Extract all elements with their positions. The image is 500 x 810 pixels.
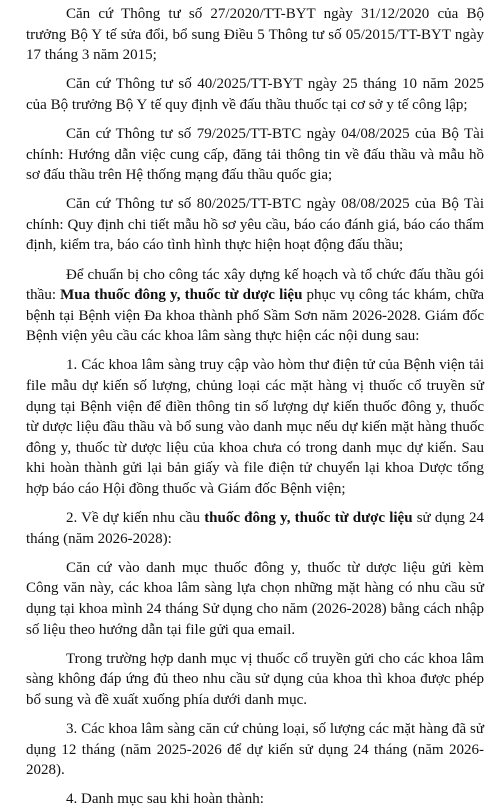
requirement-2-bold: thuốc đông y, thuốc từ dược liệu xyxy=(204,510,413,527)
legal-basis-circular-80-2025: Căn cứ Thông tư số 80/2025/TT-BTC ngày 08/08/2025 của Bộ Tài chính: Quy định chi tiết mẫu hồ sơ yêu cầu, báo cáo đánh giá, báo cáo thẩm định, kiểm tra, báo cáo tình hình thực hiện hoạt động đấu thầu; xyxy=(26,196,484,254)
legal-basis-circular-40-2025: Căn cứ Thông tư số 40/2025/TT-BYT ngày 25 tháng 10 năm 2025 của Bộ trưởng Bộ Y tế quy định về đấu thầu thuốc tại cơ sở y tế công lập; xyxy=(26,76,484,113)
purpose-text-before: Để chuẩn bị cho công tác xây dựng kế hoạch và tổ chức đấu thầu gói thầu: xyxy=(26,266,484,304)
purpose-paragraph xyxy=(26,265,484,347)
legal-basis-circular-79-2025: Căn cứ Thông tư số 79/2025/TT-BTC ngày 04/08/2025 của Bộ Tài chính: Hướng dẫn việc cung cấp, đăng tải thông tin về đấu thầu và mẫu hồ sơ đấu thầu trên Hệ thống mạng đấu thầu quốc gia; xyxy=(26,125,484,184)
requirement-3: 3. Các khoa lâm sàng căn cứ chủng loại, số lượng các mặt hàng đã sử dụng 12 tháng (năm 2025-2026 để dự kiến sử dụng 24 tháng (năm 2026-2028). xyxy=(26,720,484,779)
requirement-2-detail: Căn cứ vào danh mục thuốc đông y, thuốc từ dược liệu gửi kèm Công văn này, các khoa lâm sàng lựa chọn những mặt hàng có nhu cầu sử dụng tại khoa mình 24 tháng Sử dụng cho năm (2026-2028) bằng cách nhập số liệu theo hướng dẫn tại file gửi qua email. xyxy=(26,559,484,638)
requirement-4: 4. Danh mục sau khi hoàn thành: xyxy=(66,791,264,808)
requirement-2-before: 2. Về dự kiến nhu cầu xyxy=(66,510,205,527)
legal-basis-circular-27-2020: Căn cứ Thông tư số 27/2020/TT-BYT ngày 31/12/2020 của Bộ trưởng Bộ Y tế sửa đổi, bổ sung Điều 5 Thông tư số 05/2015/TT-BYT ngày 17 tháng 3 năm 2015; xyxy=(26,6,484,64)
package-name-bold: Mua thuốc đông y, thuốc từ dược liệu xyxy=(60,287,303,304)
purpose-text-after: phục vụ công tác khám, chữa bệnh tại Bệnh viện Đa khoa thành phố Sầm Sơn năm 2026-2028. Giám đốc Bệnh viện yêu cầu các khoa lâm sàng thực hiện các nội dung sau: xyxy=(26,287,484,345)
requirement-1: 1. Các khoa lâm sàng truy cập vào hòm thư điện tử của Bệnh viện tải file mẫu dự kiến số lượng, chủng loại các mặt hàng vị thuốc cổ truyền sử dụng tại Bệnh viện để điền thông tin số lượng dự kiến thuốc đông y, thuốc từ dược liệu đầu thầu và bổ sung vào danh mục nếu dự kiến mặt hàng thuốc đông y, thuốc từ dược liệu của khoa chưa có trong danh mục dự kiến. Sau khi hoàn thành gửi lại bản giấy và file điện tử chuyển lại khoa Dược tổng hợp báo cáo Hội đồng thuốc và Giám đốc Bệnh viện; xyxy=(26,357,484,497)
requirement-2-after: sử dụng 24 tháng (năm 2026-2028): xyxy=(26,510,485,547)
requirement-2-supplement: Trong trường hợp danh mục vị thuốc cổ truyền gửi cho các khoa lâm sàng không đáp ứng đủ theo nhu cầu sử dụng của khoa thì khoa được phép bổ sung và đề xuất xuống phía dưới danh mục. xyxy=(26,650,484,708)
requirement-2 xyxy=(26,508,484,549)
